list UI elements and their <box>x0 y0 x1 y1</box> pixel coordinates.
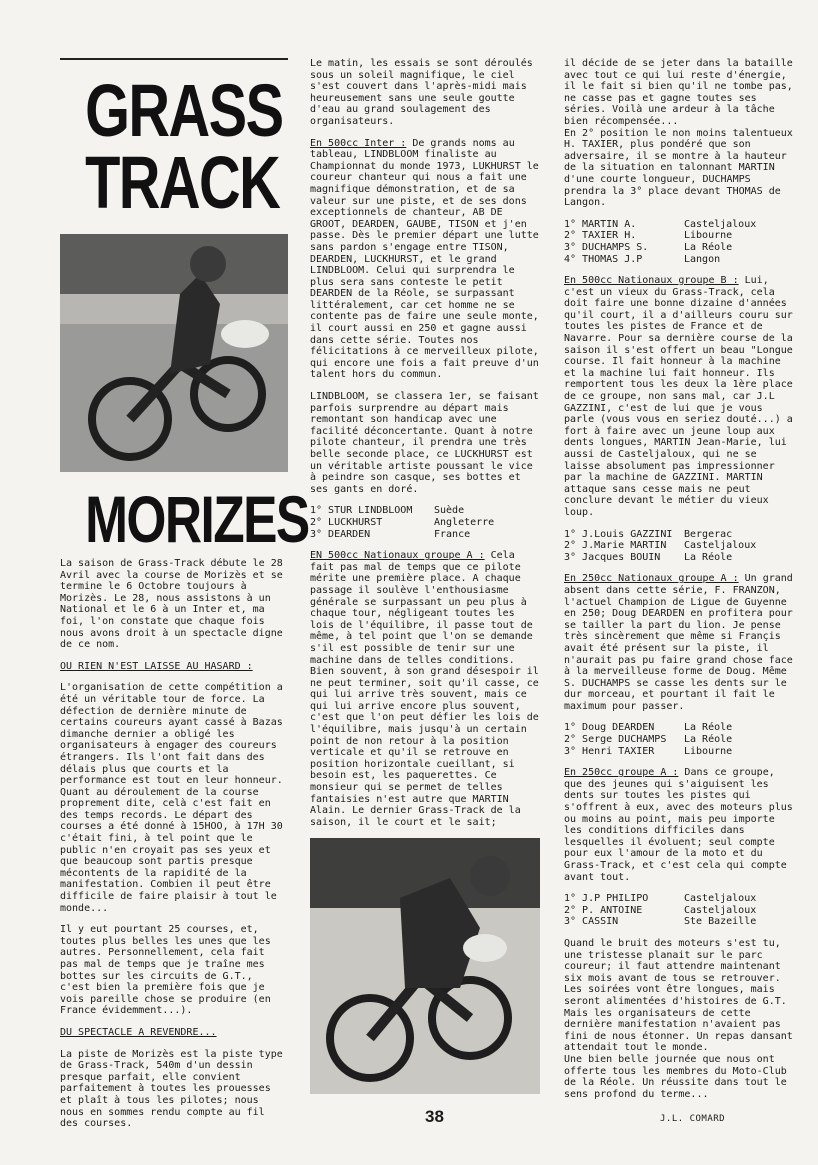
result-origin: Casteljaloux <box>684 218 757 230</box>
result-origin: La Réole <box>684 734 733 746</box>
result-rider: 3° CASSIN <box>564 916 619 928</box>
result-rider: 1° STUR LINDBLOOM <box>310 505 413 517</box>
results-250-a <box>564 893 794 928</box>
result-rider: 4° THOMAS J.P <box>564 253 643 265</box>
column-3 <box>564 58 794 1126</box>
result-row <box>564 916 794 928</box>
title-rule <box>60 58 288 60</box>
result-rider: 2° LUCKHURST <box>310 516 383 528</box>
paragraph-bruit: Quand le bruit des moteurs s'est tu, une tristesse planait sur le parc coureur; il faut attendre maintenant six mois avant de tous se retrouver. Les soirées vont être longues, mais seront alimentées d'histoires de G.T. Mais les organisateurs de cette dernière manifestation n'avaient pas fini de nous étonner. Un repas dansant attendait tout le monde. <box>564 937 793 1054</box>
result-rider: 2° Serge DUCHAMPS <box>564 734 667 746</box>
result-origin: Casteljaloux <box>684 540 757 552</box>
paragraph-piste: La piste de Morizès est la piste type de Grass-Track, 540m d'un dessin presque parfait, elle convient parfaitement à toutes les prouesses et plaît à tous les pilotes; nous nous en sommes rendu compte au fil des courses. <box>60 1048 283 1130</box>
result-rider: 1° Doug DEARDEN <box>564 722 655 734</box>
result-origin: La Réole <box>684 241 733 253</box>
section-heading-hasard: OU RIEN N'EST LAISSE AU HASARD : <box>60 660 253 672</box>
section-heading-250-a: En 250cc groupe A : <box>564 767 679 779</box>
result-row <box>564 230 794 242</box>
result-origin: Langon <box>684 253 721 265</box>
column-2 <box>310 58 542 1094</box>
result-row <box>564 746 794 758</box>
result-origin: France <box>434 528 471 540</box>
paragraph-500-nat-b: Lui, c'est un vieux du Grass-Track, cela doit faire une bonne dizaine d'années qu'il court, il a d'ailleurs couru sur toutes les pistes de France et de Navarre. Pour sa dernière course de la saison il s'est offert un beau "Longue course. Il fait honneur à la machine et la machine lui fait honneur. Ils remportent tous les deux la 1ère place de ce groupe, non sans mal, car J.L GAZZINI, c'est de lui que je vous parle (vous vous en seriez douté...) a fort à faire avec un jeune loup aux dents longues, MARTIN Jean-Marie, lui aussi de Casteljaloux, qui ne se laisse absolument pas impressionner par la machine de GAZZINI. MARTIN attaque sans cesse mais ne peut conclure devant le métier du vieux loup. <box>564 275 793 518</box>
paragraph-250-a: Dans ce groupe, que des jeunes qui s'aiguisent les dents sur toutes les pistes qui s'offrent à eux, avec des moteurs plus ou moins au point, mais peu importe les conditions difficiles dans lesquelles il évoluent; seul compte pour eux l'amour de la moto et du Grass-Track, et c'est cela qui compte avant tout. <box>564 767 793 883</box>
result-origin: Casteljaloux <box>684 893 757 905</box>
results-250-nat-a <box>564 722 794 757</box>
intro-paragraph: La saison de Grass-Track débute le 28 Avril avec la course de Morizès et se termine le 6 Octobre toujours à Morizès. Le 28, nous assistons à un National et le 6 à un Inter et, ma foi, l'on constate que chaque fois nous avons droit à un spectacle digne de ce nom. <box>60 558 283 651</box>
title-line-1: GRASS <box>85 69 283 152</box>
result-origin: Casteljaloux <box>684 904 757 916</box>
result-rider: 1° J.P PHILIPO <box>564 893 649 905</box>
result-row <box>564 242 794 254</box>
result-row <box>564 722 794 734</box>
result-rider: 2° J.Marie MARTIN <box>564 540 667 552</box>
result-row <box>564 529 794 541</box>
result-origin: La Réole <box>684 722 733 734</box>
result-row <box>564 219 794 231</box>
result-rider: 2° P. ANTOINE <box>564 904 643 916</box>
result-rider: 2° TAXIER H. <box>564 230 637 242</box>
place-title: MORIZES <box>85 482 309 556</box>
result-origin: Libourne <box>684 745 733 757</box>
rider-photo-1-image <box>60 234 288 472</box>
result-rider: 1° MARTIN A. <box>564 218 637 230</box>
result-origin: Suède <box>434 505 465 517</box>
paragraph-lindbloom: LINDBLOOM, se classera 1er, se faisant parfois surprendre au départ mais remontant son handicap avec une facilité déconcertante. Quant à notre pilote chanteur, il prendra une très belle seconde place, ce LUCKHURST est un véritable artiste poussant le vice à peindre son casque, ses bottes et ses gants en doré. <box>310 391 539 495</box>
section-heading-500-nat-b: En 500cc Nationaux groupe B : <box>564 275 739 287</box>
result-row <box>564 893 794 905</box>
paragraph-matin: Le matin, les essais se sont déroulés sous un soleil magnifique, le ciel s'est couvert dans l'après-midi mais heureusement sans une seule goutte d'eau au grand soulagement des organisateurs. <box>310 58 533 127</box>
result-rider: 1° J.Louis GAZZINI <box>564 528 673 540</box>
result-row <box>564 552 794 564</box>
title-line-2: TRACK <box>85 141 280 224</box>
result-origin: Ste Bazeille <box>684 916 757 928</box>
result-row <box>564 734 794 746</box>
result-rider: 3° DUCHAMPS S. <box>564 241 649 253</box>
result-origin: Bergerac <box>684 528 733 540</box>
result-origin: Angleterre <box>434 516 495 528</box>
paragraph-taxier: En 2° position le non moins talentueux H. TAXIER, plus pondéré que son adversaire, il se montre à la hauteur de la situation en talonnant MARTIN d'une courte longueur, DUCHAMPS prendra la 3° place devant THOMAS de Langon. <box>564 127 793 209</box>
section-heading-500-inter: En 500cc Inter : <box>310 137 407 149</box>
rider-photo-2-image <box>310 838 540 1094</box>
result-row <box>564 254 794 266</box>
author-signature: J.L. COMARD <box>660 1114 726 1125</box>
section-heading-500-nat-a: EN 500cc Nationaux groupe A : <box>310 550 485 562</box>
result-origin: Libourne <box>684 230 733 242</box>
result-rider: 3° Henri TAXIER <box>564 745 655 757</box>
section-heading-spectacle: DU SPECTACLE A REVENDRE... <box>60 1026 217 1038</box>
page-number: 38 <box>425 1107 444 1126</box>
result-row <box>564 540 794 552</box>
paragraph-journee: Une bien belle journée que nous ont offerte tous les membres du Moto-Club de la Réole. Un réussite dans tout le sens profond du terme... <box>564 1053 787 1100</box>
rider-photo-2 <box>310 838 540 1094</box>
results-500-nat-b <box>564 529 794 564</box>
result-row <box>310 517 542 529</box>
paragraph-courses: Il y eut pourtant 25 courses, et, toutes plus belles les unes que les autres. Personnellement, cela fait pas mal de temps que je traîne mes bottes sur les circuits de G.T., c'est bien la première fois que je vois pareille chose se produire (en France évidemment...). <box>60 924 271 1017</box>
result-row <box>310 505 542 517</box>
result-row <box>564 905 794 917</box>
result-row <box>310 529 542 541</box>
rider-photo-1 <box>60 234 288 472</box>
paragraph-bataille: il décide de se jeter dans la bataille avec tout ce qui lui reste d'énergie, il le fait si bien qu'il ne tombe pas, ne casse pas et gagne toutes ses séries. Voilà une ardeur à la tâche bien récompensée... <box>564 58 793 127</box>
column-1 <box>60 58 309 1140</box>
result-origin: La Réole <box>684 551 733 563</box>
results-500-inter <box>310 505 542 540</box>
paragraph-250-nat-a: Un grand absent dans cette série, F. FRANZON, l'actuel Champion de Ligue de Guyenne en 250; Doug DEARDEN en profitera pour se tailler la part du lion. Je pense très sincèrement que même si Françis avait été présent sur la piste, il n'aurait pas pu faire grand chose face à la merveilleuse forme de Doug. Même S. DUCHAMPS se casse les dents sur le dur morceau, et pourtant il fait le maximum pour passer. <box>564 573 793 712</box>
paragraph-500-nat-a: Cela fait pas mal de temps que ce pilote mérite une première place. A chaque passage il soulève l'enthousiasme générale se surpassant un peu plus à chaque tour, négligeant toutes les lois de l'équilibre, il passe tout de même, à tel point que l'on se demande s'il est possible de tenir sur une machine dans de telles conditions. Bien souvent, à son grand désespoir il ne peut terminer, soit qu'il casse, ce qui lui arrive très souvent, mais ce qui lui arrive encore plus souvent, c'est que l'on peut défier les lois de l'équilibre, mais jusqu'à un certain point de non retour à la position verticale et qu'il se retrouve en position horizontale cueillant, si besoin est, les paquerettes. Ce monsieur qui se permet de telles fantaisies n'est autre que MARTIN Alain. Le dernier Grass-Track de la saison, il le court et le sait; <box>310 550 539 828</box>
result-rider: 3° Jacques BOUIN <box>564 551 661 563</box>
result-rider: 3° DEARDEN <box>310 528 371 540</box>
paragraph-organisation: L'organisation de cette compétition a été un véritable tour de force. La défection de dernière minute de certains coureurs ayant cassé à Bazas dimanche dernier a obligé les organisateurs à engager des coureurs étrangers. Ils l'ont fait dans des délais plus que courts et la performance est tout en leur honneur. Quant au déroulement de la course proprement dite, celà c'est fait en des temps records. Le départ des courses a été donné à 15HOO, à 17H 30 c'était fini, à tel point que le public n'en croyait pas ses yeux et que beaucoup sont partis presque mécontents de la rapidité de la manifestation. Combien il peut être difficile de faire plaisir à tout le monde... <box>60 682 283 914</box>
results-500-nat-a <box>564 219 794 265</box>
section-heading-250-nat-a: En 250cc Nationaux groupe A : <box>564 573 739 585</box>
paragraph-500-inter: De grands noms au tableau, LINDBLOOM finaliste au Championnat du monde 1973, LUKHURST le coureur chanteur qui nous a fait une magnifique démonstration, et de sa valeur sur une piste, et de ses dons exceptionnels de chanteur, AB DE GROOT, DEARDEN, GAUBE, TISON et j'en passe. Dès le premier départ une lutte sans pardon s'engage entre TISON, DEARDEN, LUCKHURST, et le grand LINDBLOOM. Celui qui surprendra le plus sera sans conteste le petit DEARDEN de la Réole, se surpassant littéralement, car cet homme ne se contente pas de faire une seule monte, il court aussi en 250 et gagne aussi dans cette série. Toutes nos félicitations à ce merveilleux pilote, qui encore une fois a fait preuve d'un talent hors du commun. <box>310 137 539 381</box>
